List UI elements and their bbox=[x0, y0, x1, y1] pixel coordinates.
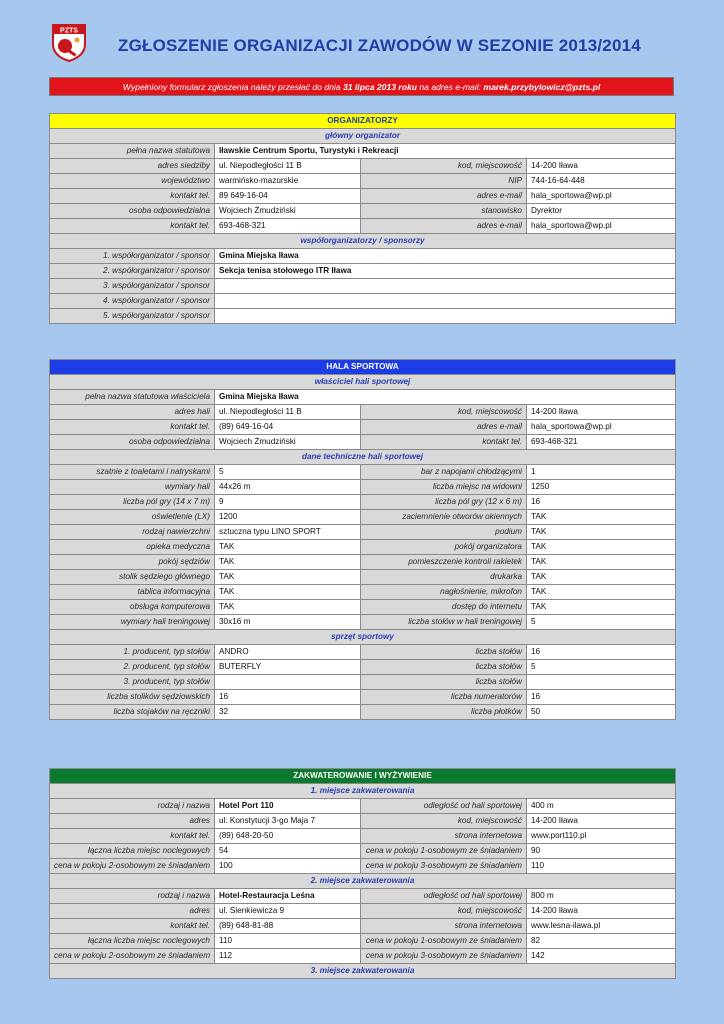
table-row bbox=[50, 465, 676, 480]
field-label: liczba miejsc na widowni bbox=[361, 480, 527, 495]
field-label: stanowisko bbox=[361, 204, 527, 219]
field-value[interactable]: 16 bbox=[215, 690, 361, 705]
organizer-nip[interactable]: 744-16-64-448 bbox=[527, 174, 676, 189]
field-label: adres e-mail bbox=[361, 189, 527, 204]
field-label: cena w pokoju 3-osobowym ze śniadaniem bbox=[361, 949, 527, 964]
field-value[interactable]: 14-200 Iława bbox=[527, 904, 676, 919]
field-label: rodzaj nawierzchni bbox=[50, 525, 215, 540]
field-label: łączna liczba miejsc noclegowych bbox=[50, 934, 215, 949]
field-label: kontakt tel. bbox=[50, 219, 215, 234]
organizers-table bbox=[49, 113, 676, 324]
organizer-email-2[interactable]: hala_sportowa@wp.pl bbox=[527, 219, 676, 234]
hall-tech-subheading: dane techniczne hali sportowej bbox=[50, 450, 676, 465]
field-label: 4. współorganizator / sponsor bbox=[50, 294, 215, 309]
organizer-email[interactable]: hala_sportowa@wp.pl bbox=[527, 189, 676, 204]
table-row bbox=[50, 949, 676, 964]
table-row bbox=[50, 829, 676, 844]
table-row bbox=[50, 309, 676, 324]
field-value[interactable]: 142 bbox=[527, 949, 676, 964]
field-label: kontakt tel. bbox=[50, 829, 215, 844]
field-label: 2. współorganizator / sponsor bbox=[50, 264, 215, 279]
table-row bbox=[50, 799, 676, 814]
field-label: cena w pokoju 2-osobowym ze śniadaniem bbox=[50, 949, 215, 964]
hall-heading: HALA SPORTOWA bbox=[50, 360, 676, 375]
field-label: 3. producent, typ stołów bbox=[50, 675, 215, 690]
field-value[interactable]: TAK bbox=[215, 570, 361, 585]
field-label: dostęp do internetu bbox=[361, 600, 527, 615]
co-organizer-value[interactable]: Sekcja tenisa stołowego ITR Iława bbox=[215, 264, 676, 279]
field-label: liczba stolików sędziowskich bbox=[50, 690, 215, 705]
field-label: łączna liczba miejsc noclegowych bbox=[50, 844, 215, 859]
field-value[interactable]: 16 bbox=[527, 645, 676, 660]
field-value[interactable]: ANDRO bbox=[215, 645, 361, 660]
field-label: liczba pól gry (12 x 6 m) bbox=[361, 495, 527, 510]
banner-date: 31 lipca 2013 roku bbox=[342, 82, 418, 92]
field-label: 1. współorganizator / sponsor bbox=[50, 249, 215, 264]
field-label: osoba odpowiedzialna bbox=[50, 204, 215, 219]
organizer-address[interactable]: ul. Niepodległości 11 B bbox=[215, 159, 361, 174]
hall-phone-2[interactable]: 693-468-321 bbox=[527, 435, 676, 450]
field-value[interactable]: TAK bbox=[527, 510, 676, 525]
field-value[interactable]: (89) 648-81-88 bbox=[215, 919, 361, 934]
field-label: 3. współorganizator / sponsor bbox=[50, 279, 215, 294]
main-organizer-subheading: główny organizator bbox=[50, 129, 676, 144]
field-value[interactable]: 1250 bbox=[527, 480, 676, 495]
co-organizer-value[interactable] bbox=[215, 309, 676, 324]
field-value[interactable]: 32 bbox=[215, 705, 361, 720]
table-row bbox=[50, 919, 676, 934]
field-value[interactable]: 16 bbox=[527, 690, 676, 705]
hall-tech-rows bbox=[50, 465, 676, 630]
table-row bbox=[50, 645, 676, 660]
banner-text-2: na adres e-mail: bbox=[417, 82, 484, 92]
field-label: cena w pokoju 1-osobowym ze śniadaniem bbox=[361, 934, 527, 949]
field-value[interactable]: www.lesna-ilawa.pl bbox=[527, 919, 676, 934]
table-row bbox=[50, 279, 676, 294]
field-label: adres e-mail bbox=[361, 420, 527, 435]
field-label: zaciemnienie otworów okiennych bbox=[361, 510, 527, 525]
table-row bbox=[50, 570, 676, 585]
organizer-phone[interactable]: 89 649-16-04 bbox=[215, 189, 361, 204]
field-label: rodzaj i nazwa bbox=[50, 889, 215, 904]
accommodation-place-subheading: 1. miejsce zakwaterowania bbox=[50, 784, 676, 799]
table-row bbox=[50, 859, 676, 874]
field-label: cena w pokoju 1-osobowym ze śniadaniem bbox=[361, 844, 527, 859]
field-value[interactable]: 800 m bbox=[527, 889, 676, 904]
field-value[interactable]: TAK bbox=[527, 540, 676, 555]
equipment-subheading: sprzęt sportowy bbox=[50, 630, 676, 645]
field-value[interactable]: TAK bbox=[527, 555, 676, 570]
co-organizer-value[interactable]: Gmina Miejska Iława bbox=[215, 249, 676, 264]
field-value[interactable]: 400 m bbox=[527, 799, 676, 814]
hall-address[interactable]: ul. Niepodległości 11 B bbox=[215, 405, 361, 420]
field-label: NIP bbox=[361, 174, 527, 189]
field-label: adres hali bbox=[50, 405, 215, 420]
organizer-city[interactable]: 14-200 Iława bbox=[527, 159, 676, 174]
accommodation-table bbox=[49, 768, 676, 979]
table-row bbox=[50, 660, 676, 675]
field-value[interactable]: BUTERFLY bbox=[215, 660, 361, 675]
field-label: kod, miejscowość bbox=[361, 904, 527, 919]
field-value[interactable]: 1200 bbox=[215, 510, 361, 525]
field-value[interactable]: ul. Sienkiewicza 9 bbox=[215, 904, 361, 919]
table-row bbox=[50, 294, 676, 309]
table-row bbox=[50, 249, 676, 264]
field-label: cena w pokoju 2-osobowym ze śniadaniem bbox=[50, 859, 215, 874]
field-label: kontakt tel. bbox=[50, 919, 215, 934]
field-label: wymiary hali treningowej bbox=[50, 615, 215, 630]
field-value[interactable]: 9 bbox=[215, 495, 361, 510]
organizer-phone-2[interactable]: 693-468-321 bbox=[215, 219, 361, 234]
field-label: opieka medyczna bbox=[50, 540, 215, 555]
field-label: wymiary hali bbox=[50, 480, 215, 495]
field-value[interactable]: TAK bbox=[527, 600, 676, 615]
hall-email[interactable]: hala_sportowa@wp.pl bbox=[527, 420, 676, 435]
field-value[interactable]: 100 bbox=[215, 859, 361, 874]
equipment-rows bbox=[50, 645, 676, 720]
table-row bbox=[50, 480, 676, 495]
hall-person[interactable]: Wojciech Żmudziński bbox=[215, 435, 361, 450]
table-row bbox=[50, 525, 676, 540]
field-label: liczba numeratorów bbox=[361, 690, 527, 705]
field-label: liczba płotków bbox=[361, 705, 527, 720]
field-value[interactable]: 5 bbox=[527, 615, 676, 630]
field-value[interactable] bbox=[215, 675, 361, 690]
table-row bbox=[50, 585, 676, 600]
banner-email[interactable]: marek.przybylowicz@pzts.pl bbox=[483, 82, 601, 92]
table-row bbox=[50, 600, 676, 615]
field-label: strona internetowa bbox=[361, 829, 527, 844]
accommodation-rows bbox=[50, 784, 676, 979]
field-value[interactable]: 44x26 m bbox=[215, 480, 361, 495]
field-label: 5. współorganizator / sponsor bbox=[50, 309, 215, 324]
field-label: adres bbox=[50, 904, 215, 919]
page-title: ZGŁOSZENIE ORGANIZACJI ZAWODÓW W SEZONIE 2013/2014 bbox=[118, 36, 641, 55]
hall-city[interactable]: 14-200 Iława bbox=[527, 405, 676, 420]
field-value[interactable]: TAK bbox=[215, 555, 361, 570]
field-label: województwo bbox=[50, 174, 215, 189]
field-label: tablica informacyjna bbox=[50, 585, 215, 600]
field-value[interactable] bbox=[527, 675, 676, 690]
organizers-heading: ORGANIZATORZY bbox=[50, 114, 676, 129]
co-organizers-subheading: współorganizatorzy / sponsorzy bbox=[50, 234, 676, 249]
field-value[interactable]: Hotel-Restauracja Leśna bbox=[215, 889, 361, 904]
field-value[interactable]: 110 bbox=[215, 934, 361, 949]
field-value[interactable]: 112 bbox=[215, 949, 361, 964]
field-label: kod, miejscowość bbox=[361, 814, 527, 829]
field-label: strona internetowa bbox=[361, 919, 527, 934]
field-label: 1. producent, typ stołów bbox=[50, 645, 215, 660]
accommodation-heading: ZAKWATEROWANIE I WYŻYWIENIE bbox=[50, 769, 676, 784]
field-label: rodzaj i nazwa bbox=[50, 799, 215, 814]
field-label: 2. producent, typ stołów bbox=[50, 660, 215, 675]
field-label: adres bbox=[50, 814, 215, 829]
field-label: cena w pokoju 3-osobowym ze śniadaniem bbox=[361, 859, 527, 874]
organizer-person[interactable]: Wojciech Żmudziński bbox=[215, 204, 361, 219]
field-label: pokój sędziów bbox=[50, 555, 215, 570]
field-label: drukarka bbox=[361, 570, 527, 585]
field-value[interactable]: sztuczna typu LINO SPORT bbox=[215, 525, 361, 540]
table-row bbox=[50, 495, 676, 510]
field-value[interactable]: TAK bbox=[527, 525, 676, 540]
field-value[interactable]: TAK bbox=[527, 585, 676, 600]
field-value[interactable]: 30x16 m bbox=[215, 615, 361, 630]
field-value[interactable]: 54 bbox=[215, 844, 361, 859]
field-label: podium bbox=[361, 525, 527, 540]
field-value[interactable]: ul. Konstytucji 3-go Maja 7 bbox=[215, 814, 361, 829]
field-label: liczba stołów bbox=[361, 660, 527, 675]
table-row bbox=[50, 690, 676, 705]
deadline-banner bbox=[49, 77, 674, 96]
organizer-voivodeship[interactable]: warmińsko-mazurskie bbox=[215, 174, 361, 189]
field-label: liczba pól gry (14 x 7 m) bbox=[50, 495, 215, 510]
table-row bbox=[50, 814, 676, 829]
field-label: odległość od hali sportowej bbox=[361, 889, 527, 904]
field-label: adres siedziby bbox=[50, 159, 215, 174]
table-row bbox=[50, 264, 676, 279]
field-value[interactable]: 5 bbox=[527, 660, 676, 675]
field-label: liczba stołów bbox=[361, 645, 527, 660]
table-row bbox=[50, 675, 676, 690]
field-label: adres e-mail bbox=[361, 219, 527, 234]
field-value[interactable]: TAK bbox=[215, 600, 361, 615]
banner-text-1: Wypełniony formularz zgłoszenia należy przesłać do dnia bbox=[122, 82, 343, 92]
logo-text: PZTS bbox=[60, 27, 78, 35]
organizer-position[interactable]: Dyrektor bbox=[527, 204, 676, 219]
field-label: obsługa komputerowa bbox=[50, 600, 215, 615]
field-label: kontakt tel. bbox=[50, 420, 215, 435]
field-value[interactable]: www.port110.pl bbox=[527, 829, 676, 844]
field-label: liczba stojaków na ręczniki bbox=[50, 705, 215, 720]
table-row bbox=[50, 555, 676, 570]
field-label: kod, miejscowość bbox=[361, 405, 527, 420]
co-organizer-value[interactable] bbox=[215, 294, 676, 309]
field-value[interactable]: TAK bbox=[215, 540, 361, 555]
field-label: pokój organizatora bbox=[361, 540, 527, 555]
accommodation-place-subheading: 2. miejsce zakwaterowania bbox=[50, 874, 676, 889]
field-label: pełna nazwa statutowa bbox=[50, 144, 215, 159]
field-label: nagłośnienie, mikrofon bbox=[361, 585, 527, 600]
table-row bbox=[50, 510, 676, 525]
table-row bbox=[50, 540, 676, 555]
hall-table bbox=[49, 359, 676, 720]
field-value[interactable]: TAK bbox=[527, 570, 676, 585]
field-value[interactable]: 16 bbox=[527, 495, 676, 510]
table-row bbox=[50, 844, 676, 859]
pzts-logo bbox=[50, 22, 88, 62]
field-value[interactable]: 50 bbox=[527, 705, 676, 720]
field-value[interactable]: (89) 648-20-50 bbox=[215, 829, 361, 844]
field-label: odległość od hali sportowej bbox=[361, 799, 527, 814]
field-label: kontakt tel. bbox=[50, 189, 215, 204]
table-row bbox=[50, 889, 676, 904]
field-label: kod, miejscowość bbox=[361, 159, 527, 174]
hall-owner[interactable]: Gmina Miejska Iława bbox=[215, 390, 676, 405]
table-row bbox=[50, 934, 676, 949]
field-label: pełna nazwa statutowa właściciela bbox=[50, 390, 215, 405]
field-value[interactable]: 5 bbox=[215, 465, 361, 480]
table-row bbox=[50, 904, 676, 919]
hall-phone[interactable]: (89) 649-16-04 bbox=[215, 420, 361, 435]
field-label: liczba stołów bbox=[361, 675, 527, 690]
field-label: oświetlenie (LX) bbox=[50, 510, 215, 525]
field-value[interactable]: Hotel Port 110 bbox=[215, 799, 361, 814]
co-organizer-value[interactable] bbox=[215, 279, 676, 294]
table-row bbox=[50, 615, 676, 630]
field-value[interactable]: 110 bbox=[527, 859, 676, 874]
field-label: stolik sędziego głównego bbox=[50, 570, 215, 585]
field-value[interactable]: 14-200 Iława bbox=[527, 814, 676, 829]
field-label: pomieszczenie kontroli rakietek bbox=[361, 555, 527, 570]
table-row bbox=[50, 705, 676, 720]
field-value[interactable]: TAK bbox=[215, 585, 361, 600]
field-label: osoba odpowiedzialna bbox=[50, 435, 215, 450]
field-value[interactable]: 1 bbox=[527, 465, 676, 480]
hall-owner-subheading: właściciel hali sportowej bbox=[50, 375, 676, 390]
field-value[interactable]: 82 bbox=[527, 934, 676, 949]
field-label: szatnie z toaletami i natryskami bbox=[50, 465, 215, 480]
field-value[interactable]: 90 bbox=[527, 844, 676, 859]
organizer-name[interactable]: Iławskie Centrum Sportu, Turystyki i Rekreacji bbox=[215, 144, 676, 159]
field-label: liczba stołów w hali treningowej bbox=[361, 615, 527, 630]
accommodation-place-subheading: 3. miejsce zakwaterowania bbox=[50, 964, 676, 979]
field-label: kontakt tel. bbox=[361, 435, 527, 450]
field-label: bar z napojami chłodzącymi bbox=[361, 465, 527, 480]
